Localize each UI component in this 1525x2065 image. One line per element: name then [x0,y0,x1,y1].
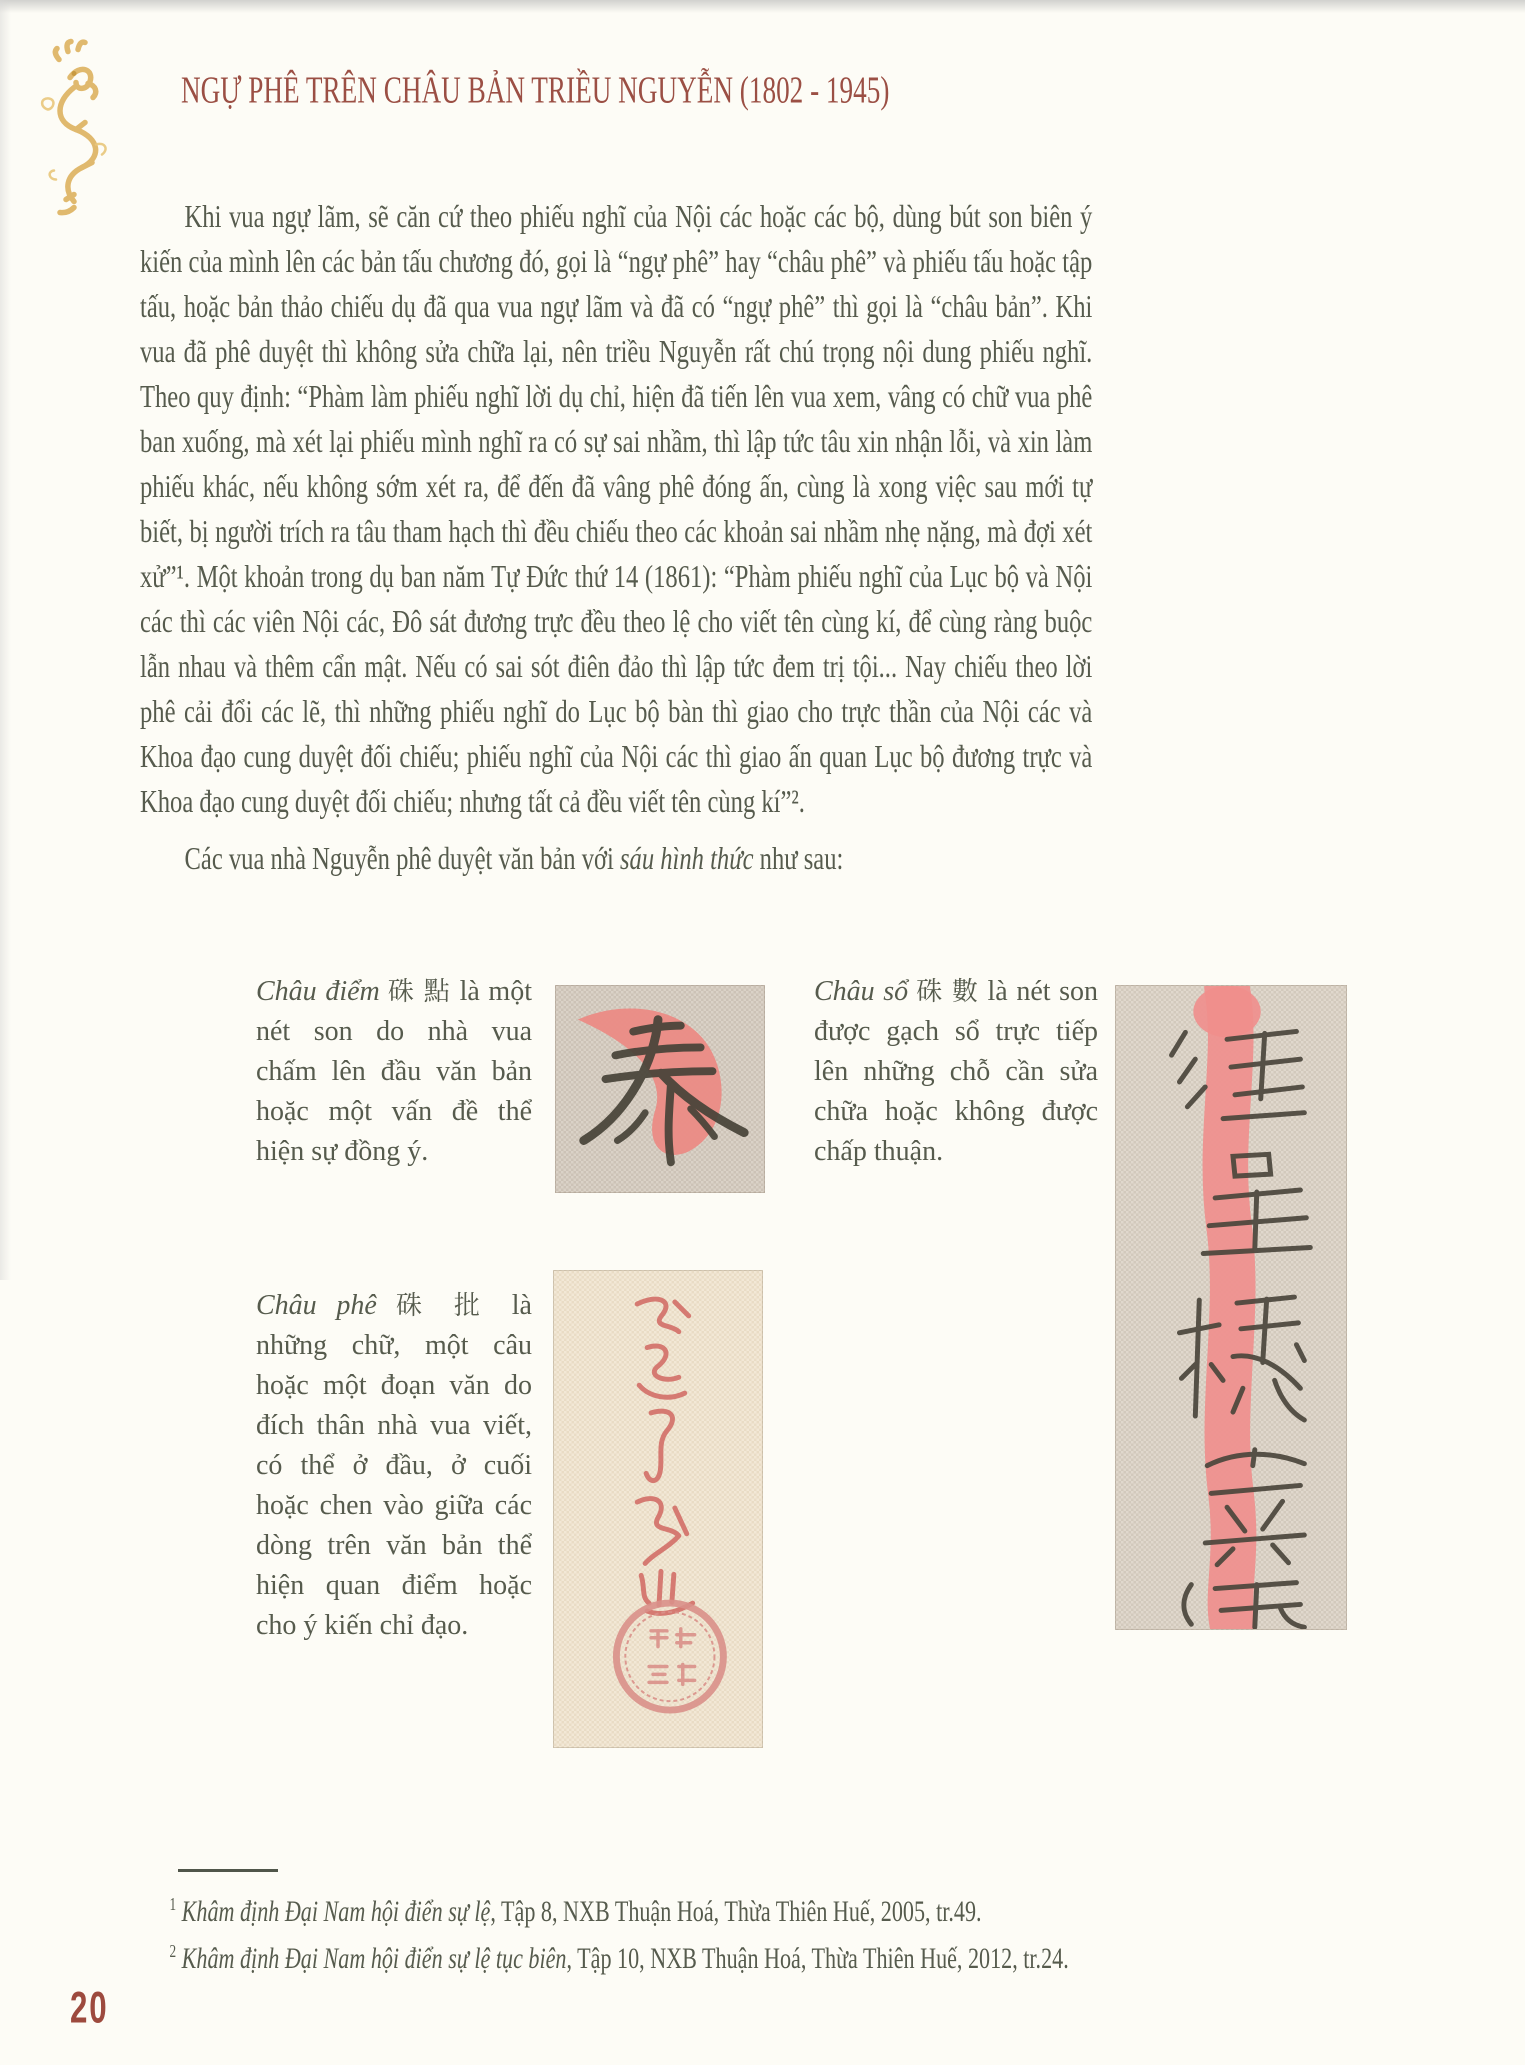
intro-emphasis: sáu hình thức [619,840,754,876]
page-number: 20 [70,1983,109,2034]
intro-suffix: như sau: [753,840,844,876]
footnote-separator [178,1869,278,1872]
footnote-2-title: Khâm định Đại Nam hội điển sự lệ tục biên [181,1942,567,1975]
chau-so-description [814,972,1098,1172]
chau-so-sample-image [1115,985,1347,1630]
chau-phe-term: Châu phê [256,1290,377,1321]
footnote-1-title: Khâm định Đại Nam hội điển sự lệ [181,1895,491,1928]
chau-so-han-characters: 硃 數 [908,977,988,1006]
chau-diem-text: là một nét son do nhà vua chấm lên đầu văn bản hoặc một vấn đề thể hiện sự đồng ý. [256,976,532,1167]
paragraph-main: Khi vua ngự lãm, sẽ căn cứ theo phiếu nghĩ của Nội các hoặc các bộ, dùng bút son biên ý kiến của mình lên các bản tấu chương đó, gọi là “ngự phê” hay “châu phê” và phiếu tấu hoặc tập tấu, hoặc bản thảo chiếu dụ đã qua vua ngự lãm và đã có “ngự phê” thì gọi là “châu bản”. Khi vua đã phê duyệt thì không sửa chữa lại, nên triều Nguyễn rất chú trọng nội dung phiếu nghĩ. Theo quy định: “Phàm làm phiếu nghĩ lời dụ chỉ, hiện đã tiến lên vua xem, vâng có chữ vua phê ban xuống, mà xét lại phiếu mình nghĩ ra có sự sai nhầm, thì lập tức tâu xin nhận lỗi, và xin làm phiếu khác, nếu không sớm xét ra, để đến đã vâng phê đóng ấn, cùng là xong việc sau mới tự biết, bị người trích ra tâu tham hạch thì đều chiếu theo các khoản sai nhầm nhẹ nặng, mà đợi xét xử”¹. Một khoản trong dụ ban năm Tự Đức thứ 14 (1861): “Phàm phiếu nghĩ của Lục bộ và Nội các thì các viên Nội các, Đô sát đương trực đều theo lệ cho viết tên cùng kí, để cùng ràng buộc lẫn nhau và thêm cẩn mật. Nếu có sai sót điên đảo thì lập tức đem trị tội... Nay chiếu theo lời phê cải đổi các lẽ, thì những phiếu nghĩ do Lục bộ bàn thì giao cho trực thần của Nội các và Khoa đạo cung duyệt đối chiếu; phiếu nghĩ của Nội các thì giao ấn quan Lục bộ đương trực và Khoa đạo cung duyệt đối chiếu; nhưng tất cả đều viết tên cùng kí”². [140,198,1093,819]
chau-phe-han-characters: 硃 批 [376,1291,512,1320]
scan-edge-top [0,0,1525,13]
chau-so-text: là nét son được gạch sổ trực tiếp lên những chỗ cần sửa chữa hoặc không được chấp thuận. [814,976,1098,1167]
chau-diem-description [256,972,532,1172]
page-title: NGỰ PHÊ TRÊN CHÂU BẢN TRIỀU NGUYỄN (1802 - 1945) [181,70,890,112]
chau-phe-description [256,1286,532,1646]
footnotes [140,1888,1091,1982]
chau-phe-text: là những chữ, một câu hoặc một đoạn văn do đích thân nhà vua viết, có thể ở đầu, ở cuối hoặc chen vào giữa các dòng trên văn bản thể hiện quan điểm hoặc cho ý kiến chỉ đạo. [256,1290,532,1641]
chau-diem-han-characters: 硃 點 [379,977,460,1006]
body-text [140,194,1092,881]
scan-edge-left [0,0,11,1280]
footnote-1-rest: , Tập 8, NXB Thuận Hoá, Thừa Thiên Huế, 2005, tr.49. [490,1895,982,1928]
red-cursive-writing [637,1299,692,1613]
chau-so-term: Châu sổ [814,976,909,1007]
chau-so-artwork [1116,986,1346,1629]
chau-phe-artwork [554,1271,762,1747]
footnote-2-rest: , Tập 10, NXB Thuận Hoá, Thừa Thiên Huế, 2012, tr.24. [566,1942,1069,1975]
royal-seal [616,1603,723,1710]
footnote-1-marker: 1 [169,1894,177,1914]
red-vertical-stroke [1225,988,1233,1627]
paragraph-intro [140,836,1092,881]
chau-diem-sample-image [555,985,765,1193]
footnote-1 [140,1888,1091,1935]
intro-prefix: Các vua nhà Nguyễn phê duyệt văn bản với [184,840,620,876]
chau-phe-sample-image [553,1270,763,1748]
footnote-2 [140,1935,1091,1982]
chau-diem-term: Châu điểm [256,976,380,1007]
dragon-ornament-icon [30,38,115,216]
footnote-2-marker: 2 [169,1941,177,1961]
chau-diem-artwork [556,986,764,1192]
